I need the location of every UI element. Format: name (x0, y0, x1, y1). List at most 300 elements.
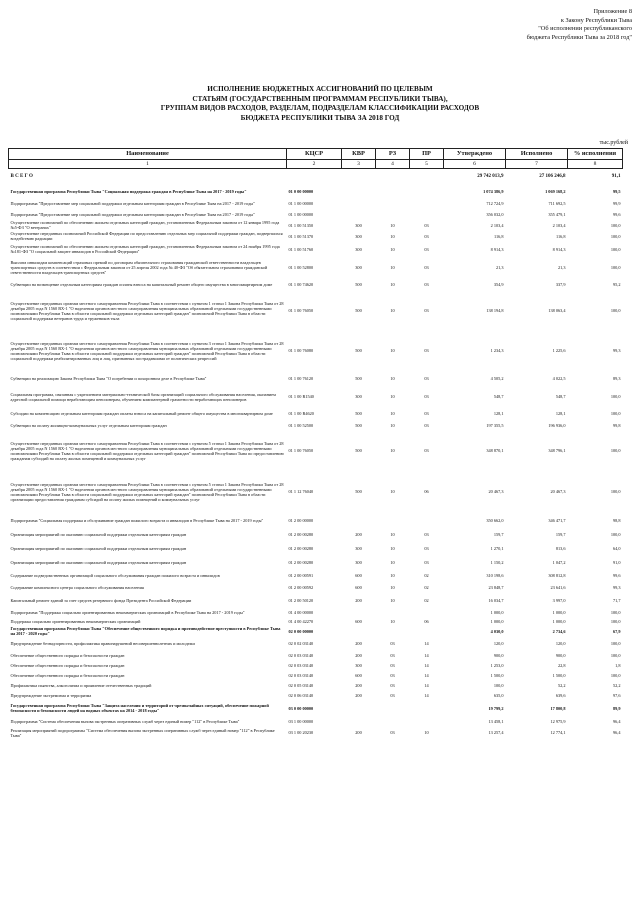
row-rz (376, 514, 410, 528)
header-name: Наименование (9, 149, 287, 160)
table-row (9, 185, 623, 198)
row-executed: 116,8 (555, 233, 566, 239)
table-row (9, 626, 623, 637)
row-pr: 14 (424, 641, 429, 646)
row-name: Осуществление переданных органам местного самоуправления Республики Тыва в соответствии с пунктом 3 статьи 1 Закона Республики Тыва от 28 декабря 2005 года N 1560 ВХ-1 "О наделении органов местного самоуправления муниципальных образований отдельными государственными полномочиями Республики Тыва в области социальной поддержки отдельных категорий граждан" полномочий Республики Тыва в области социальной поддержки реабилитированных лиц и лиц, признанных пострадавшими от политических репрессий (10, 340, 284, 361)
row-executed: 138 063,4 (548, 308, 566, 313)
row-pr: 14 (424, 683, 429, 688)
row-approved: 16 034,7 (488, 597, 504, 603)
row-kcsr: 01 1 00 00000 (288, 200, 314, 206)
row-executed: 1 047,2 (552, 560, 566, 565)
row-executed: 23 641,6 (550, 585, 566, 590)
budget-table (8, 148, 623, 739)
row-approved: 1 000,0 (490, 619, 504, 624)
row-percent: 100,0 (610, 532, 621, 537)
row-name: Подпрограмма "Система обеспечения вызова экстренных оперативных служб через единый номер "112" в Республике Тыва" (10, 718, 240, 724)
appendix-line: "Об исполнении республиканского (538, 25, 632, 32)
row-kvr: 500 (355, 348, 362, 353)
row-executed: 813,6 (555, 546, 566, 551)
row-kcsr: 03 0 00 00000 (288, 705, 314, 711)
row-kvr: 300 (355, 394, 362, 399)
row-percent: 100,0 (610, 619, 621, 624)
row-pr (410, 209, 444, 220)
row-percent: 96,4 (612, 718, 621, 724)
row-pr (410, 169, 444, 185)
row-executed: 711 692,5 (548, 200, 566, 206)
row-pr: 03 (424, 448, 429, 453)
appendix-note (372, 8, 632, 42)
row-kvr: 300 (355, 246, 362, 252)
row-rz: 03 (390, 673, 395, 678)
row-executed: 346 471,7 (548, 518, 566, 523)
row-name: Поддержка социально ориентированных некоммерческих организаций (10, 619, 141, 624)
row-rz (376, 716, 410, 727)
row-pr: 03 (424, 348, 429, 353)
table-row (9, 701, 623, 716)
row-percent: 100,0 (610, 222, 621, 228)
row-name: Субвенции на реализацию Закона Республики Тыва "О погребении и похоронном деле в Республике Тыва" (10, 376, 207, 381)
title-line: ГРУППАМ ВИДОВ РАСХОДОВ, РАЗДЕЛАМ, ПОДРАЗДЕЛАМ КЛАССИФИКАЦИИ РАСХОДОВ (160, 104, 480, 112)
row-pr (410, 607, 444, 618)
row-kcsr: 01 1 00 52800 (288, 264, 314, 270)
row-rz: 10 (390, 222, 395, 228)
row-approved: 348 870,1 (486, 448, 504, 453)
table-row (9, 716, 623, 727)
row-rz: 10 (390, 233, 395, 239)
row-kvr (342, 716, 376, 727)
row-name: Осуществление переданных органам местного самоуправления Республики Тыва в соответствии с пунктом 5 статьи 1 Закона Республики Тыва от 28 декабря 2005 года N 1560 ВХ-1 "О наделении органов местного самоуправления муниципальных образований отдельными государственными полномочиями Республики Тыва в области социальной поддержки отдельных категорий граждан" полномочий Республики Тыва в области организации предоставления гражданам субсидий на оплату жилых помещений и коммунальных услуг (10, 481, 284, 502)
row-rz: 10 (390, 376, 395, 381)
row-kcsr: 02 0 03 03140 (288, 663, 314, 668)
table-row (9, 231, 623, 242)
row-percent: 91,1 (611, 174, 621, 180)
row-kcsr: 01 1 00 51760 (288, 246, 314, 252)
row-kcsr: 01 1 00 76080 (288, 348, 314, 353)
row-pr (410, 626, 444, 637)
row-name: Обеспечение общественного порядка и безопасности граждан (10, 653, 125, 658)
row-kcsr: 02 0 05 03140 (288, 683, 314, 688)
table-row (9, 727, 623, 739)
row-kvr: 600 (355, 573, 362, 578)
row-percent: 100,0 (610, 411, 621, 416)
row-name: Обеспечение общественного порядка и безопасности граждан (10, 663, 125, 668)
row-kvr (342, 209, 376, 220)
row-rz (376, 701, 410, 716)
row-percent: 100,0 (610, 653, 621, 658)
row-executed: 20 467,3 (550, 489, 566, 494)
table-row (9, 582, 623, 594)
row-executed: 355 479,1 (548, 211, 566, 217)
row-rz: 10 (390, 619, 395, 624)
header-kcsr: КЦСР (287, 149, 342, 160)
header-executed: Исполнено (506, 149, 568, 160)
row-kcsr: 01 1 00 51370 (288, 233, 314, 239)
row-executed: 8 914,3 (552, 246, 566, 252)
row-approved: 197 355,5 (486, 423, 504, 428)
appendix-line: бюджета Республики Тыва за 2018 год" (526, 33, 632, 41)
row-executed: 128,1 (555, 411, 566, 416)
row-approved: 1 074 386,9 (483, 188, 504, 194)
row-approved: 128,1 (493, 411, 504, 416)
row-pr (410, 514, 444, 528)
row-kvr: 500 (355, 411, 362, 416)
row-executed: 21,3 (557, 264, 566, 270)
row-name: Профилактика пьянства, алкоголизма и проявление отечественных традиций (10, 683, 152, 688)
row-percent: 100,0 (610, 246, 621, 252)
row-rz: 10 (390, 423, 395, 428)
row-pr: 03 (424, 308, 429, 313)
header-kvr: КВР (342, 149, 376, 160)
row-pr: 03 (424, 546, 429, 551)
row-rz: 10 (390, 560, 395, 565)
row-pr: 02 (424, 573, 429, 578)
row-pr: 06 (424, 489, 429, 494)
row-kvr (342, 169, 376, 185)
row-percent: 100,0 (610, 489, 621, 494)
row-kvr (342, 185, 376, 198)
row-approved: 29 742 013,9 (477, 174, 504, 180)
row-kcsr: 01 2 00 00280 (288, 546, 314, 551)
row-executed: 1 000,0 (552, 619, 566, 624)
row-kcsr: 02 0 03 03140 (288, 673, 314, 678)
row-kvr: 300 (355, 264, 362, 270)
row-approved: 120,0 (493, 641, 504, 646)
row-pr: 03 (424, 264, 429, 270)
row-kvr (342, 626, 376, 637)
table-row (9, 432, 623, 470)
row-kvr: 600 (355, 673, 362, 678)
units-label: тыс.рублей (599, 140, 628, 146)
row-executed: 639,6 (555, 693, 566, 698)
row-rz (376, 209, 410, 220)
header-percent: % исполнения (568, 149, 623, 160)
row-percent: 100,0 (610, 394, 621, 399)
row-name: Организация мероприятий по оказанию социальной поддержки отдельным категориям граждан (10, 532, 187, 537)
row-percent: 1,8 (615, 663, 621, 668)
row-kvr: 500 (355, 282, 362, 287)
row-kcsr: 01 2 00 50120 (288, 597, 314, 603)
table-row (9, 330, 623, 372)
table-row (9, 242, 623, 257)
row-approved: 20 467,3 (488, 489, 504, 494)
row-kcsr: 03 1 00 20230 (288, 730, 314, 735)
row-approved: 4 505,2 (490, 376, 504, 381)
column-number: 4 (376, 160, 410, 169)
row-name: Подпрограмма "Предоставление мер социальной поддержки отдельным категориям граждан в Республике Тыва на 2017 - 2019 годы" (10, 211, 255, 217)
row-name: Подпрограмма "Поддержка социально ориентированных некоммерческих организаций в Республике Тыва на 2017 - 2019 годы" (10, 609, 245, 615)
row-kcsr: 01 2 00 00592 (288, 585, 314, 590)
row-name: Осуществление переданных органам местного самоуправления Республики Тыва в соответствии с пунктом 5 статьи 1 Закона Республики Тыва от 28 декабря 2005 года N 1560 ВХ-1 "О наделении органов местного самоуправления муниципальных образований отдельными государственными полномочиями Республики Тыва в области социальной поддержки отдельных категорий граждан" полномочий Республики Тыва по предоставлению гражданам субсидий на оплату жилых помещений и коммунальных услуг (10, 440, 284, 461)
row-percent: 99,8 (612, 423, 621, 428)
row-kvr: 600 (355, 619, 362, 624)
row-rz: 10 (390, 308, 395, 313)
row-rz: 03 (390, 683, 395, 688)
row-kvr: 200 (355, 653, 362, 658)
row-executed: 548,7 (555, 394, 566, 399)
row-kvr: 200 (355, 597, 362, 603)
row-kcsr: 02 0 02 03140 (288, 641, 314, 646)
row-approved: 8 914,3 (490, 246, 504, 252)
row-pr: 03 (424, 222, 429, 228)
row-pr: 14 (424, 673, 429, 678)
row-rz: 03 (390, 663, 395, 668)
row-approved: 1 253,0 (490, 663, 504, 668)
row-pr: 03 (424, 233, 429, 239)
table-row (9, 220, 623, 231)
row-pr: 03 (424, 282, 429, 287)
row-pr (410, 716, 444, 727)
row-kvr: 300 (355, 663, 362, 668)
row-approved: 4 030,0 (490, 628, 504, 634)
row-percent: 96,4 (612, 730, 621, 735)
row-rz: 10 (390, 573, 395, 578)
row-rz: 03 (390, 641, 395, 646)
row-kvr (342, 198, 376, 209)
row-approved: 1 234,3 (490, 348, 504, 353)
row-approved: 350 662,0 (486, 518, 504, 523)
row-approved: 635,0 (493, 693, 504, 698)
row-rz: 10 (390, 282, 395, 287)
table-row (9, 671, 623, 681)
column-number: 7 (506, 160, 568, 169)
row-kvr: 500 (355, 423, 362, 428)
row-name: Подпрограмма "Предоставление мер социальной поддержки отдельным категориям граждан в Республике Тыва на 2017 - 2019 годы" (10, 200, 255, 206)
row-kcsr: 01 1 00 00000 (288, 211, 314, 217)
row-name: Осуществление полномочий по обеспечению жильем отдельных категорий граждан, установленных Федеральным законом от 24 ноября 1995 года №181-ФЗ "О социальной защите инвалидов в Российской Федерации" (10, 244, 280, 254)
table-row (9, 607, 623, 618)
header-approved: Утверждено (444, 149, 506, 160)
row-rz (376, 198, 410, 209)
table-row (9, 408, 623, 420)
row-percent: 99,6 (612, 573, 621, 578)
row-kvr (342, 514, 376, 528)
row-approved: 13 458,1 (488, 718, 504, 724)
row-name: Предупреждение безнадзорности, профилактика правонарушений несовершеннолетних и молодежи (10, 641, 195, 646)
row-name: Государственная программа Республики Тыва "Обеспечение общественного порядка и противодействие преступности в Республике Тыва на 2017 - 2020 годы" (10, 626, 281, 636)
row-pr: 10 (424, 730, 429, 735)
row-percent: 99,3 (612, 348, 621, 353)
row-kcsr: 01 2 00 00591 (288, 573, 314, 578)
row-percent: 97,6 (612, 693, 621, 698)
row-percent: 99,5 (612, 188, 621, 194)
row-kvr: 200 (355, 532, 362, 537)
table-row (9, 528, 623, 542)
row-approved: 354,9 (493, 282, 504, 287)
row-kvr: 500 (355, 448, 362, 453)
row-name: Содержание комплексного центра социального обслуживания населения (10, 585, 144, 590)
row-pr: 03 (424, 394, 429, 399)
row-percent: 100,0 (610, 264, 621, 270)
table-row (9, 618, 623, 626)
header-row (9, 149, 623, 160)
row-rz: 03 (390, 653, 395, 658)
row-percent: 100,0 (610, 233, 621, 239)
row-kvr: 200 (355, 693, 362, 698)
column-number: 5 (410, 160, 444, 169)
row-name: Реализация мероприятий подпрограммы "Система обеспечения вызова экстренных оперативных служб через единый номер "112" в Республике Тыва" (10, 727, 275, 738)
row-name: Осуществление переданных органам местного самоуправления Республики Тыва в соответствии с пунктом 1 статьи 1 Закона Республики Тыва от 28 декабря 2005 года N 1560 ВХ-1 "О наделении органов местного самоуправления муниципальных образований отдельными государственными полномочиями Республики Тыва в области социальной поддержки отдельных категорий граждан" полномочий Республики Тыва в области социальной поддержки ветеранов труда и тружеников тыла (10, 300, 284, 321)
row-kcsr: 02 0 03 03140 (288, 653, 314, 658)
row-name: Содержание подведомственных организаций социального обслуживания граждан пожилого возраста и инвалидов (10, 573, 220, 578)
row-approved: 1 270,1 (490, 546, 504, 551)
row-rz (376, 169, 410, 185)
row-kcsr: 01 1 00 52500 (288, 423, 314, 428)
row-pr: 14 (424, 663, 429, 668)
row-kcsr: 01 1 00 76120 (288, 376, 314, 381)
row-pr: 06 (424, 619, 429, 624)
row-name: Социальная программа, связанная с укреплением материально-технической базы организаций социального обслуживания населения, оказанием адресной социальной помощи неработающим пенсионерам, обучением компьютерной грамотности неработающих пенсионеров (10, 391, 276, 402)
table-row (9, 570, 623, 582)
table-row (9, 661, 623, 671)
row-executed: 52,2 (557, 683, 566, 688)
row-pr: 14 (424, 693, 429, 698)
table-row (9, 372, 623, 386)
row-pr (410, 185, 444, 198)
row-kcsr: 01 4 00 42270 (288, 619, 314, 624)
row-approved: 1 150,2 (490, 560, 504, 565)
row-kcsr: 01 2 00 00000 (288, 518, 314, 523)
row-executed: 27 106 246,8 (539, 174, 566, 180)
row-name: Организация мероприятий по оказанию социальной поддержки отдельным категориям граждан (10, 546, 187, 551)
row-rz (376, 626, 410, 637)
table-row (9, 594, 623, 607)
row-executed: 2 734,6 (552, 628, 566, 634)
row-executed: 1 000,0 (552, 609, 566, 615)
column-number: 8 (568, 160, 623, 169)
title-line: СТАТЬЯМ (ГОСУДАРСТВЕННЫМ ПРОГРАММАМ РЕСПУБЛИКИ ТЫВА), (192, 94, 448, 103)
table-row (9, 257, 623, 278)
appendix-line: к Закону Республики Тыва (560, 16, 632, 24)
row-approved: 548,7 (493, 394, 504, 399)
table-row (9, 278, 623, 292)
row-name: Обеспечение общественного порядка и безопасности граждан (10, 673, 125, 678)
row-kcsr: 01 1 00 R4620 (288, 411, 314, 416)
row-kcsr: 01 0 00 00000 (288, 188, 314, 194)
row-percent: 91,0 (612, 560, 621, 565)
row-name: Выплата инвалидам компенсаций страховых премий по договорам обязательного страхования гражданской ответственности владельцев транспортных средств в соответствии с Федеральным законом от 25 апреля 2002 года № 40-ФЗ "Об обязательном страховании гражданской ответственности владельцев транспортных средств" (10, 259, 268, 275)
column-number: 1 (9, 160, 287, 169)
row-percent: 100,0 (610, 308, 621, 313)
table-row (9, 514, 623, 528)
column-number-row (9, 160, 623, 169)
row-kvr: 300 (355, 546, 362, 551)
column-number: 6 (444, 160, 506, 169)
row-approved: 116,8 (493, 233, 504, 239)
row-pr: 03 (424, 376, 429, 381)
row-executed: 159,7 (555, 532, 566, 537)
row-name: Государственная программа Республики Тыва "Социальная поддержка граждан в Республике Тыва на 2017 - 2019 годы" (10, 188, 247, 194)
header-rz: РЗ (376, 149, 410, 160)
row-executed: 308 812,8 (548, 573, 566, 578)
row-kcsr: 01 2 00 00280 (288, 532, 314, 537)
row-kvr: 300 (355, 222, 362, 228)
row-kcsr: 01 1 00 51350 (288, 222, 314, 228)
row-executed: 196 936,0 (548, 423, 566, 428)
row-kvr (342, 701, 376, 716)
row-percent: 67,9 (612, 628, 621, 634)
row-approved: 712 724,9 (486, 200, 504, 206)
title-line: ИСПОЛНЕНИЕ БЮДЖЕТНЫХ АССИГНОВАНИЙ ПО ЦЕЛЕВЫМ (207, 85, 433, 93)
row-executed: 900,0 (555, 653, 566, 658)
row-name: Субсидии на компенсацию отдельным категориям граждан оплаты взноса на капитальный ремонт общего имущества в многоквартирном доме (10, 411, 273, 416)
row-executed: 120,0 (555, 641, 566, 646)
table-row (9, 637, 623, 651)
row-approved: 900,0 (493, 653, 504, 658)
row-pr (410, 701, 444, 716)
row-kcsr: 01 1 12 76040 (288, 489, 314, 494)
row-executed: 1 225,6 (552, 348, 566, 353)
row-percent: 64,0 (612, 546, 621, 551)
row-pr: 02 (424, 585, 429, 590)
row-percent: 71,7 (612, 597, 621, 603)
table-row (9, 691, 623, 701)
row-percent: 99,6 (612, 211, 621, 217)
row-pr: 03 (424, 411, 429, 416)
row-kcsr: 02 0 00 00000 (288, 628, 314, 634)
row-kvr: 500 (355, 376, 362, 381)
row-rz: 10 (390, 246, 395, 252)
row-percent: 89,9 (612, 705, 621, 711)
row-kcsr: 01 1 00 76050 (288, 308, 314, 313)
row-kvr: 500 (355, 489, 362, 494)
row-approved: 310 198,6 (486, 573, 504, 578)
row-kcsr: 01 4 00 00000 (288, 609, 314, 615)
table-row (9, 470, 623, 514)
row-kcsr: 03 1 00 00000 (288, 718, 314, 724)
row-kvr (342, 607, 376, 618)
row-rz: 03 (390, 730, 395, 735)
row-executed: 1 069 168,2 (545, 188, 566, 194)
document-title (110, 85, 530, 123)
row-executed: 348 796,1 (548, 448, 566, 453)
row-pr: 03 (424, 532, 429, 537)
table-row (9, 209, 623, 220)
row-approved: 100,0 (493, 683, 504, 688)
row-kvr: 200 (355, 730, 362, 735)
row-pr: 03 (424, 423, 429, 428)
row-rz: 10 (390, 394, 395, 399)
row-pr (410, 198, 444, 209)
row-approved: 1 000,0 (490, 609, 504, 615)
row-name: Государственная программа Республики Тыва "Защита населения и территорий от чрезвычайных ситуаций, обеспечение пожарной безопасности и безопасности людей на водных объектах на 2014 - 2018 годы" (10, 703, 269, 713)
table-body (9, 169, 623, 739)
table-row (9, 198, 623, 209)
table-row (9, 556, 623, 570)
row-kvr: 600 (355, 585, 362, 590)
row-approved: 2 103,4 (490, 222, 504, 228)
row-executed: 17 800,8 (550, 705, 566, 711)
row-pr: 02 (424, 597, 429, 603)
row-executed: 1 500,0 (552, 673, 566, 678)
row-executed: 3 997,0 (552, 597, 566, 603)
row-name: Осуществление переданных полномочий Российской Федерации по предоставлению отдельных мер социальной поддержки граждан, подвергшихся воздействию радиации (10, 231, 283, 241)
row-rz: 10 (390, 448, 395, 453)
row-rz: 10 (390, 348, 395, 353)
row-executed: 2 103,4 (552, 222, 566, 228)
row-percent: 95,2 (612, 282, 621, 287)
row-approved: 159,7 (493, 532, 504, 537)
row-rz: 10 (390, 489, 395, 494)
row-kvr: 300 (355, 233, 362, 239)
row-kcsr: 02 0 06 03140 (288, 693, 314, 698)
row-percent: 99,3 (612, 585, 621, 590)
row-name: Организация мероприятий по оказанию социальной поддержки отдельным категориям граждан (10, 560, 187, 565)
row-name: Осуществление полномочий по обеспечению жильем отдельных категорий граждан, установленных Федеральным законом от 12 января 1995 года №5-ФЗ "О ветеранах" (10, 220, 280, 230)
row-kvr: 200 (355, 683, 362, 688)
row-percent: 89,3 (612, 376, 621, 381)
row-percent: 100,0 (610, 673, 621, 678)
row-rz: 10 (390, 532, 395, 537)
